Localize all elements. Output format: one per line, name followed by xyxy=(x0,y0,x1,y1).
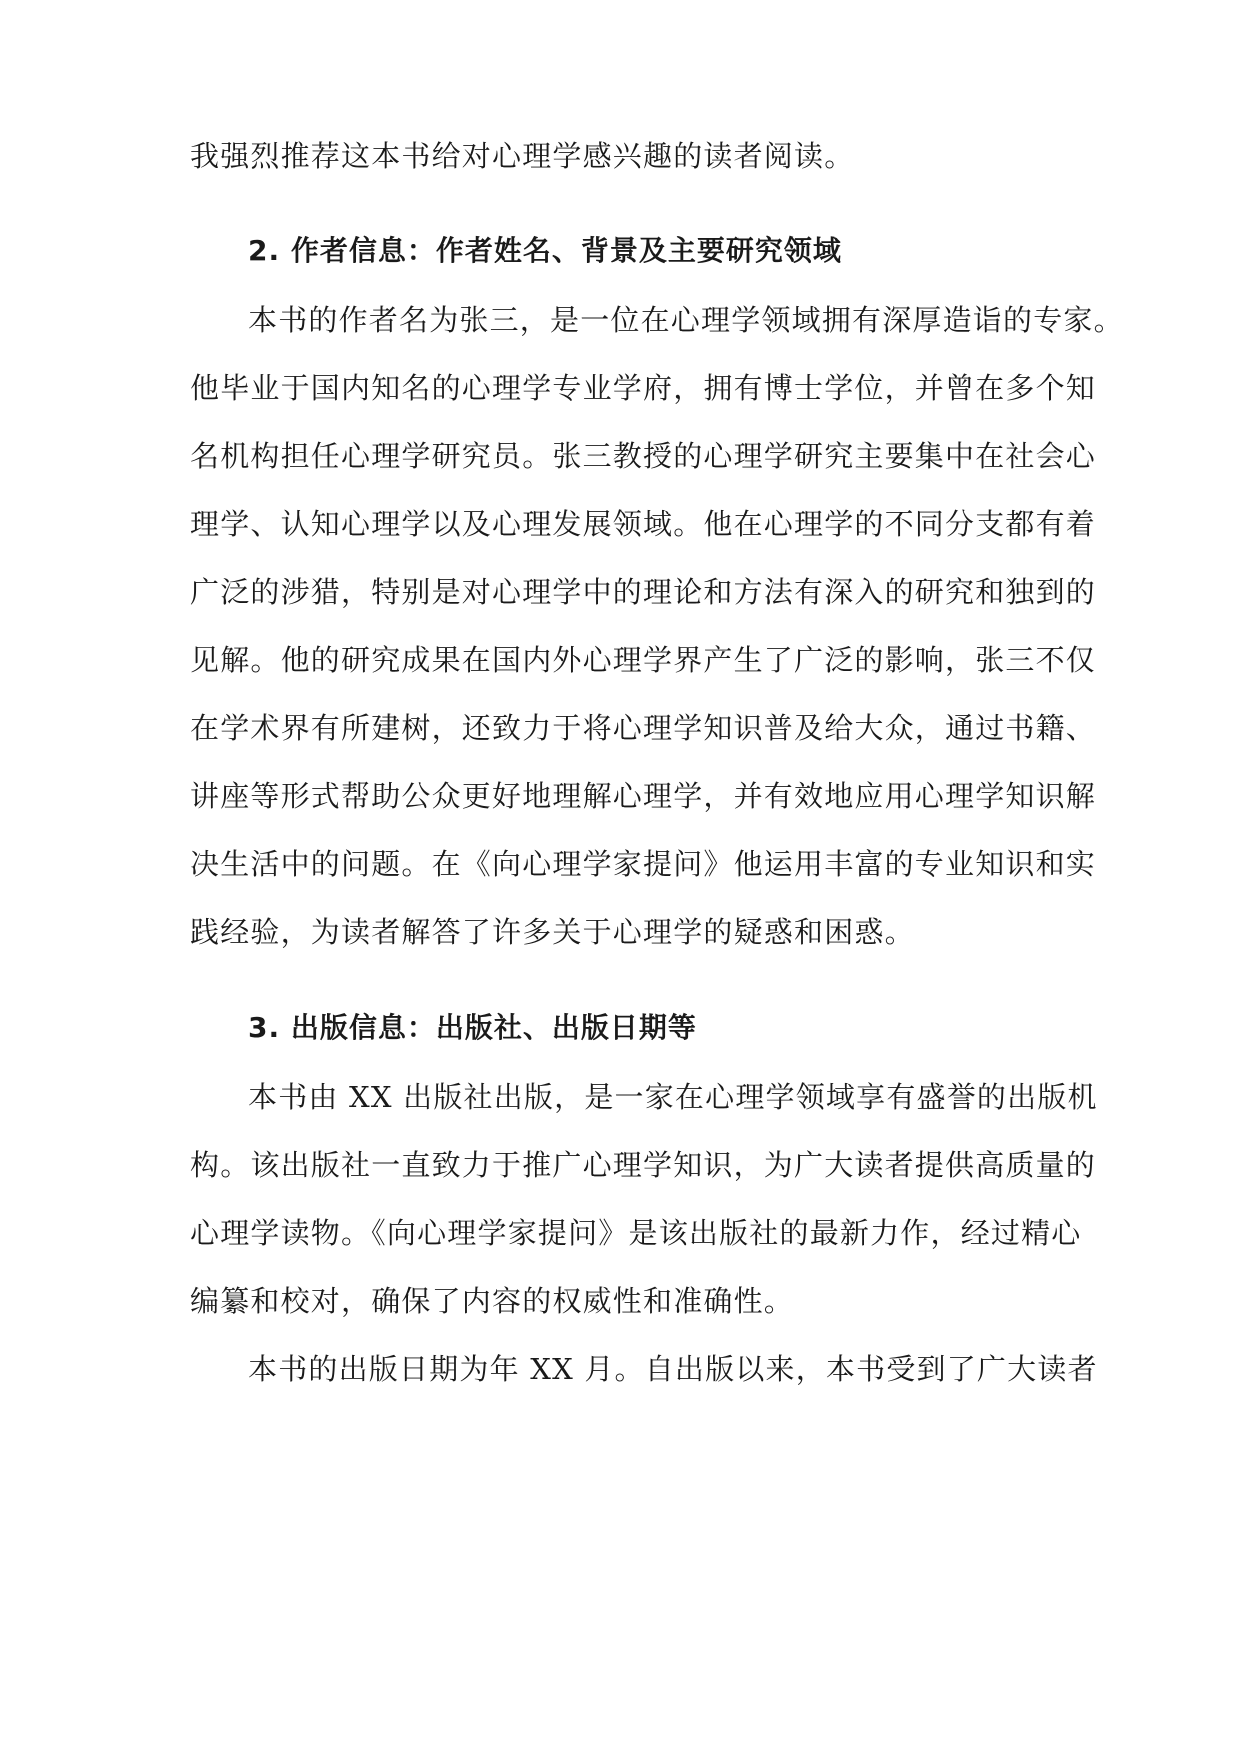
author-paragraph-line: 他毕业于国内知名的心理学专业学府，拥有博士学位，并曾在多个知 xyxy=(190,371,1097,405)
author-paragraph-line: 讲座等形式帮助公众更好地理解心理学，并有效地应用心理学知识解 xyxy=(190,779,1097,813)
author-paragraph-line: 见解。他的研究成果在国内外心理学界产生了广泛的影响，张三不仅 xyxy=(190,643,1097,677)
author-paragraph-line: 广泛的涉猎，特别是对心理学中的理论和方法有深入的研究和独到的 xyxy=(190,575,1097,609)
publish-paragraph-line: 本书由 XX 出版社出版，是一家在心理学领域享有盛誉的出版机 xyxy=(248,1080,1098,1114)
section-heading-publish: 3. 出版信息：出版社、出版日期等 xyxy=(248,1011,697,1044)
publish-paragraph-line: 构。该出版社一直致力于推广心理学知识，为广大读者提供高质量的 xyxy=(190,1148,1097,1182)
author-paragraph-line: 本书的作者名为张三，是一位在心理学领域拥有深厚造诣的专家。 xyxy=(248,303,1124,337)
author-paragraph-line: 理学、认知心理学以及心理发展领域。他在心理学的不同分支都有着 xyxy=(190,507,1097,541)
author-paragraph-line: 践经验，为读者解答了许多关于心理学的疑惑和困惑。 xyxy=(190,915,915,949)
author-paragraph-line: 名机构担任心理学研究员。张三教授的心理学研究主要集中在社会心 xyxy=(190,439,1097,473)
publish-paragraph-line: 心理学读物。《向心理学家提问》是该出版社的最新力作，经过精心 xyxy=(190,1216,1082,1250)
publish-date-paragraph-line: 本书的出版日期为年 XX 月。自出版以来，本书受到了广大读者 xyxy=(248,1352,1098,1386)
section-heading-author: 2. 作者信息：作者姓名、背景及主要研究领域 xyxy=(248,234,842,267)
publish-paragraph-line: 编纂和校对，确保了内容的权威性和准确性。 xyxy=(190,1284,795,1318)
author-paragraph-line: 决生活中的问题。在《向心理学家提问》他运用丰富的专业知识和实 xyxy=(190,847,1097,881)
intro-paragraph: 我强烈推荐这本书给对心理学感兴趣的读者阅读。 xyxy=(190,139,855,173)
author-paragraph-line: 在学术界有所建树，还致力于将心理学知识普及给大众，通过书籍、 xyxy=(190,711,1097,745)
